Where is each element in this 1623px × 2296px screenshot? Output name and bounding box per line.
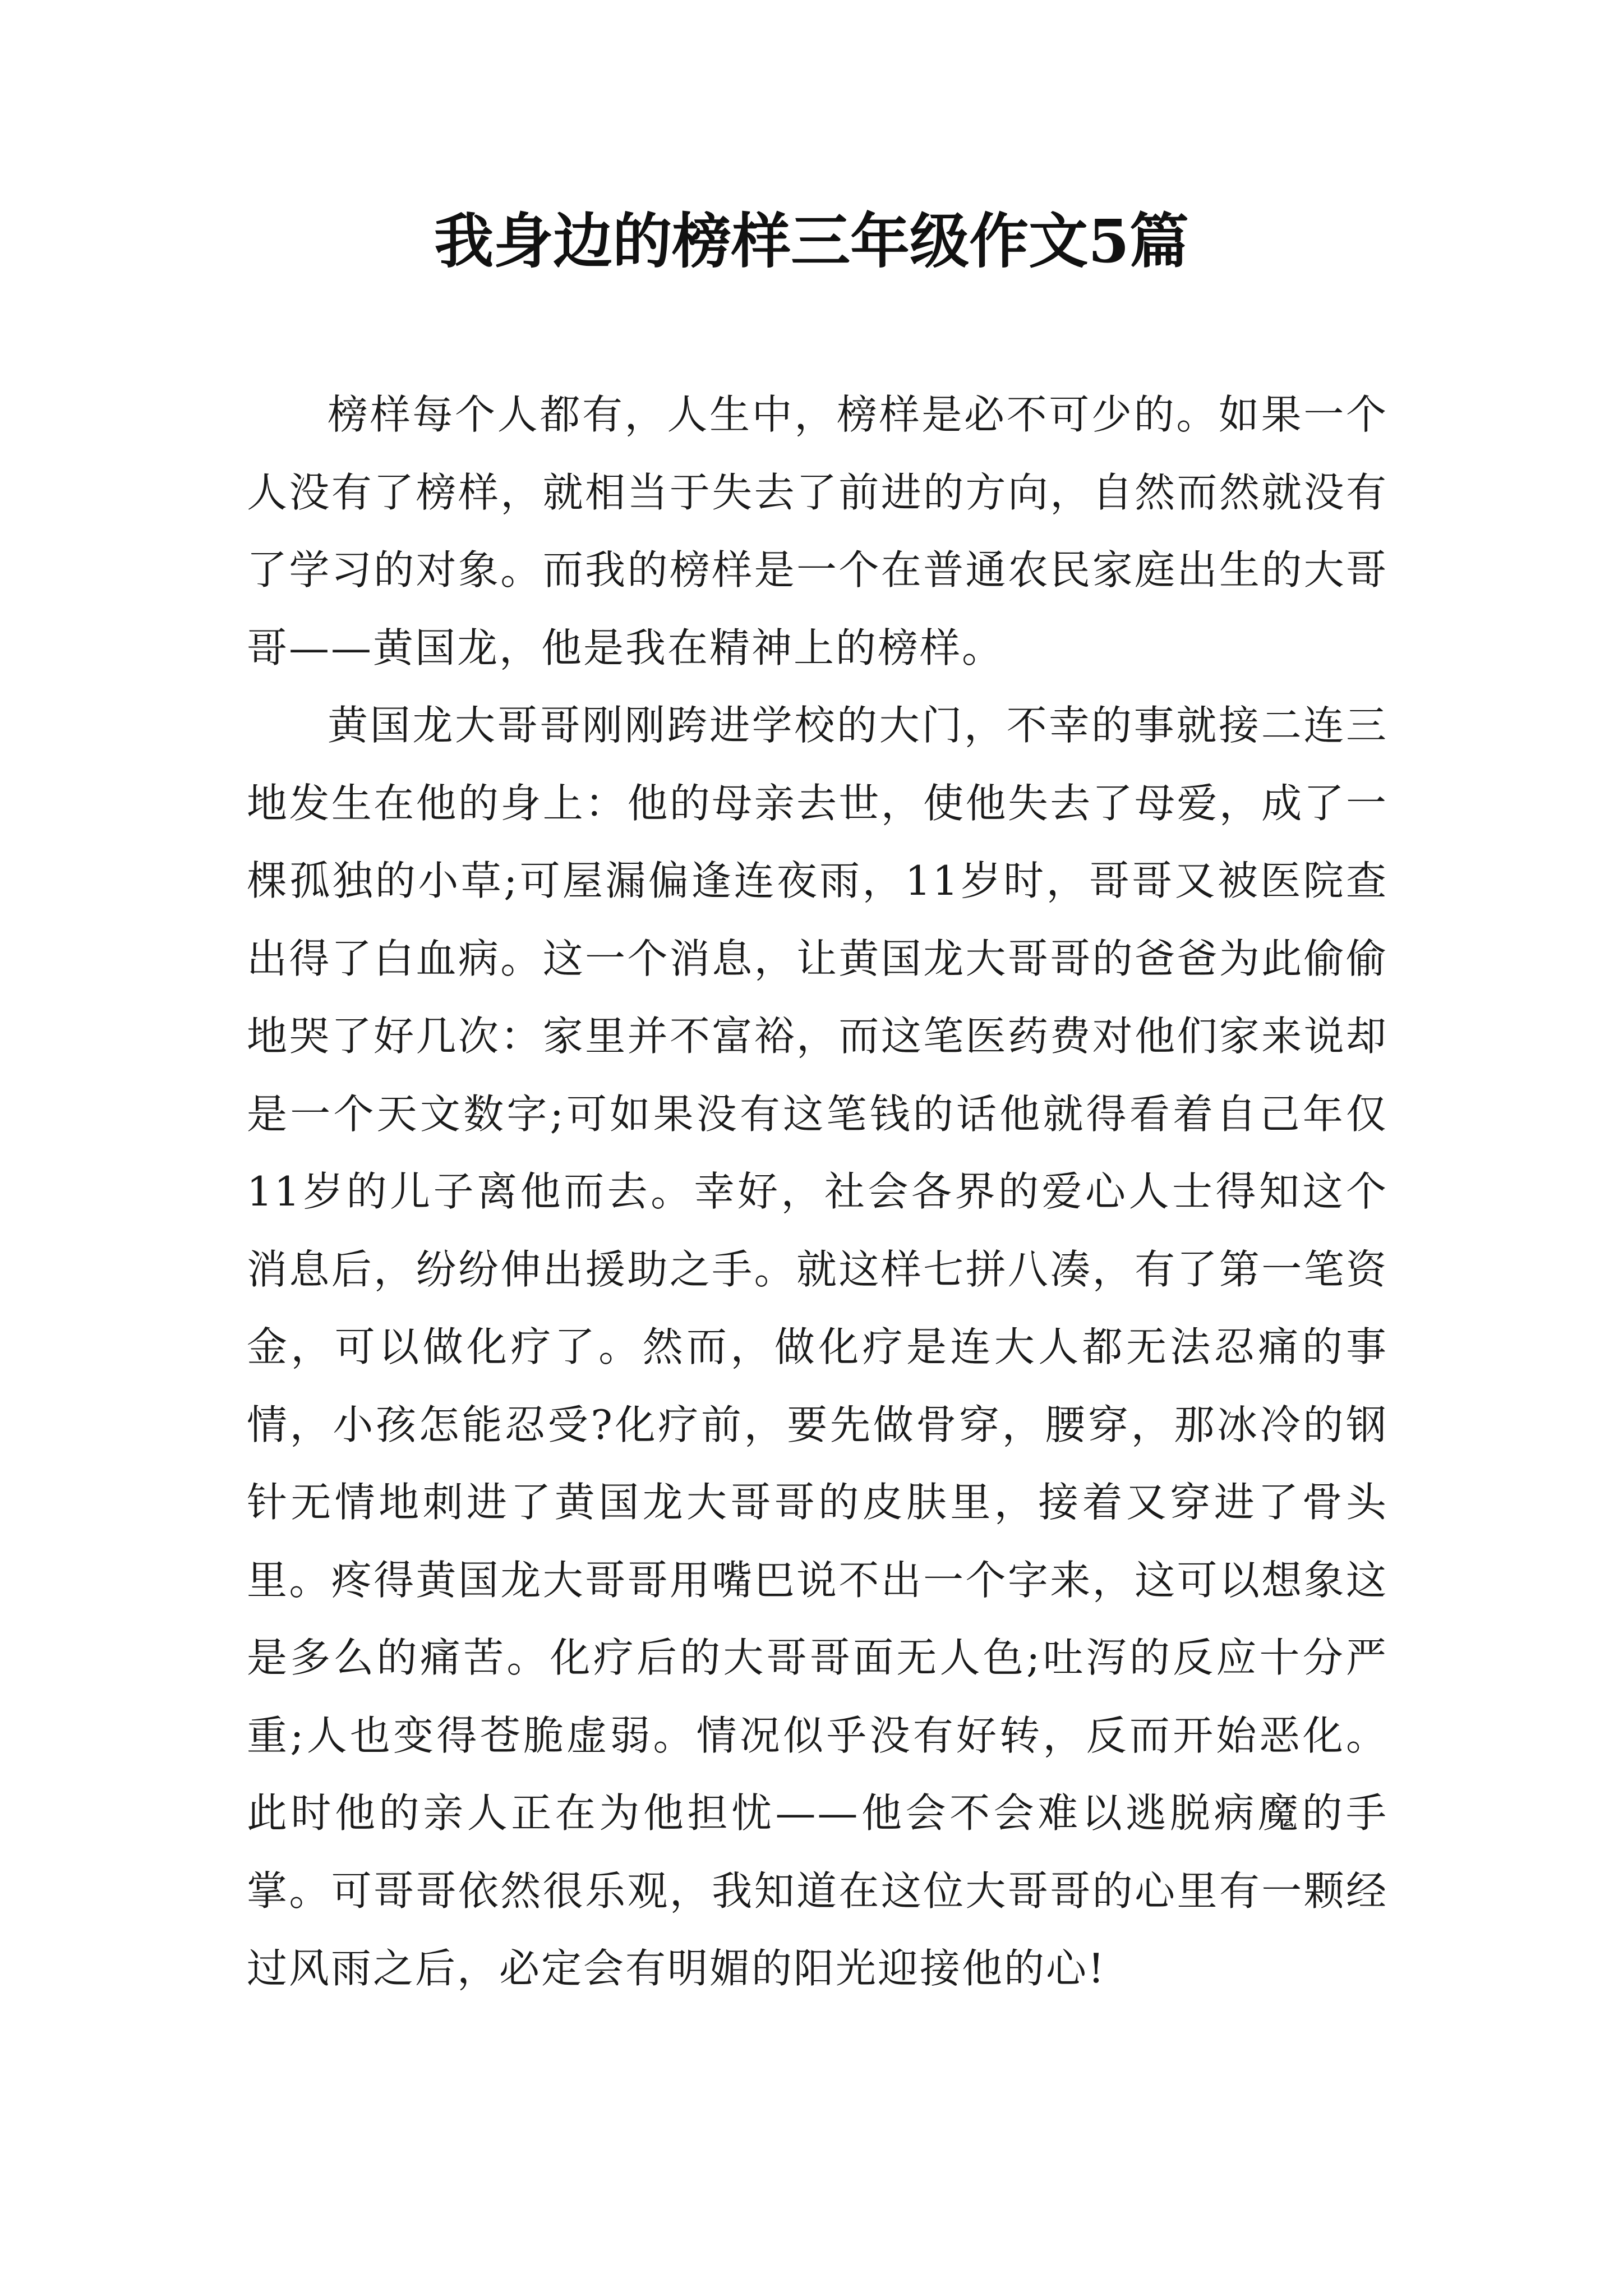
document-body bbox=[247, 376, 1388, 2008]
document-title: 我身边的榜样三年级作文5篇 bbox=[434, 206, 1189, 276]
paragraph-2: 黄国龙大哥哥刚刚跨进学校的大门，不幸的事就接二连三地发生在他的身上：他的母亲去世，使他失去了母爱，成了一棵孤独的小草;可屋漏偏逢连夜雨，11岁时，哥哥又被医院查出得了白血病。这一个消息，让黄国龙大哥哥的爸爸为此偷偷地哭了好几次：家里并不富裕，而这笔医药费对他们家来说却是一个天文数字;可如果没有这笔钱的话他就得看着自己年仅11岁的儿子离他而去。幸好，社会各界的爱心人士得知这个消息后，纷纷伸出援助之手。就这样七拼八凑，有了第一笔资金，可以做化疗了。然而，做化疗是连大人都无法忍痛的事情，小孩怎能忍受?化疗前，要先做骨穿，腰穿，那冰冷的钢针无情地刺进了黄国龙大哥哥的皮肤里，接着又穿进了骨头里。疼得黄国龙大哥哥用嘴巴说不出一个字来，这可以想象这是多么的痛苦。化疗后的大哥哥面无人色;吐泻的反应十分严重;人也变得苍脆虚弱。情况似乎没有好转，反而开始恶化。此时他的亲人正在为他担忧——他会不会难以逃脱病魔的手掌。可哥哥依然很乐观，我知道在这位大哥哥的心里有一颗经过风雨之后，必定会有明媚的阳光迎接他的心! bbox=[247, 702, 1388, 1992]
paragraph-1: 榜样每个人都有，人生中，榜样是必不可少的。如果一个人没有了榜样，就相当于失去了前进的方向，自然而然就没有了学习的对象。而我的榜样是一个在普通农民家庭出生的大哥哥——黄国龙，他是我在精神上的榜样。 bbox=[247, 391, 1388, 671]
